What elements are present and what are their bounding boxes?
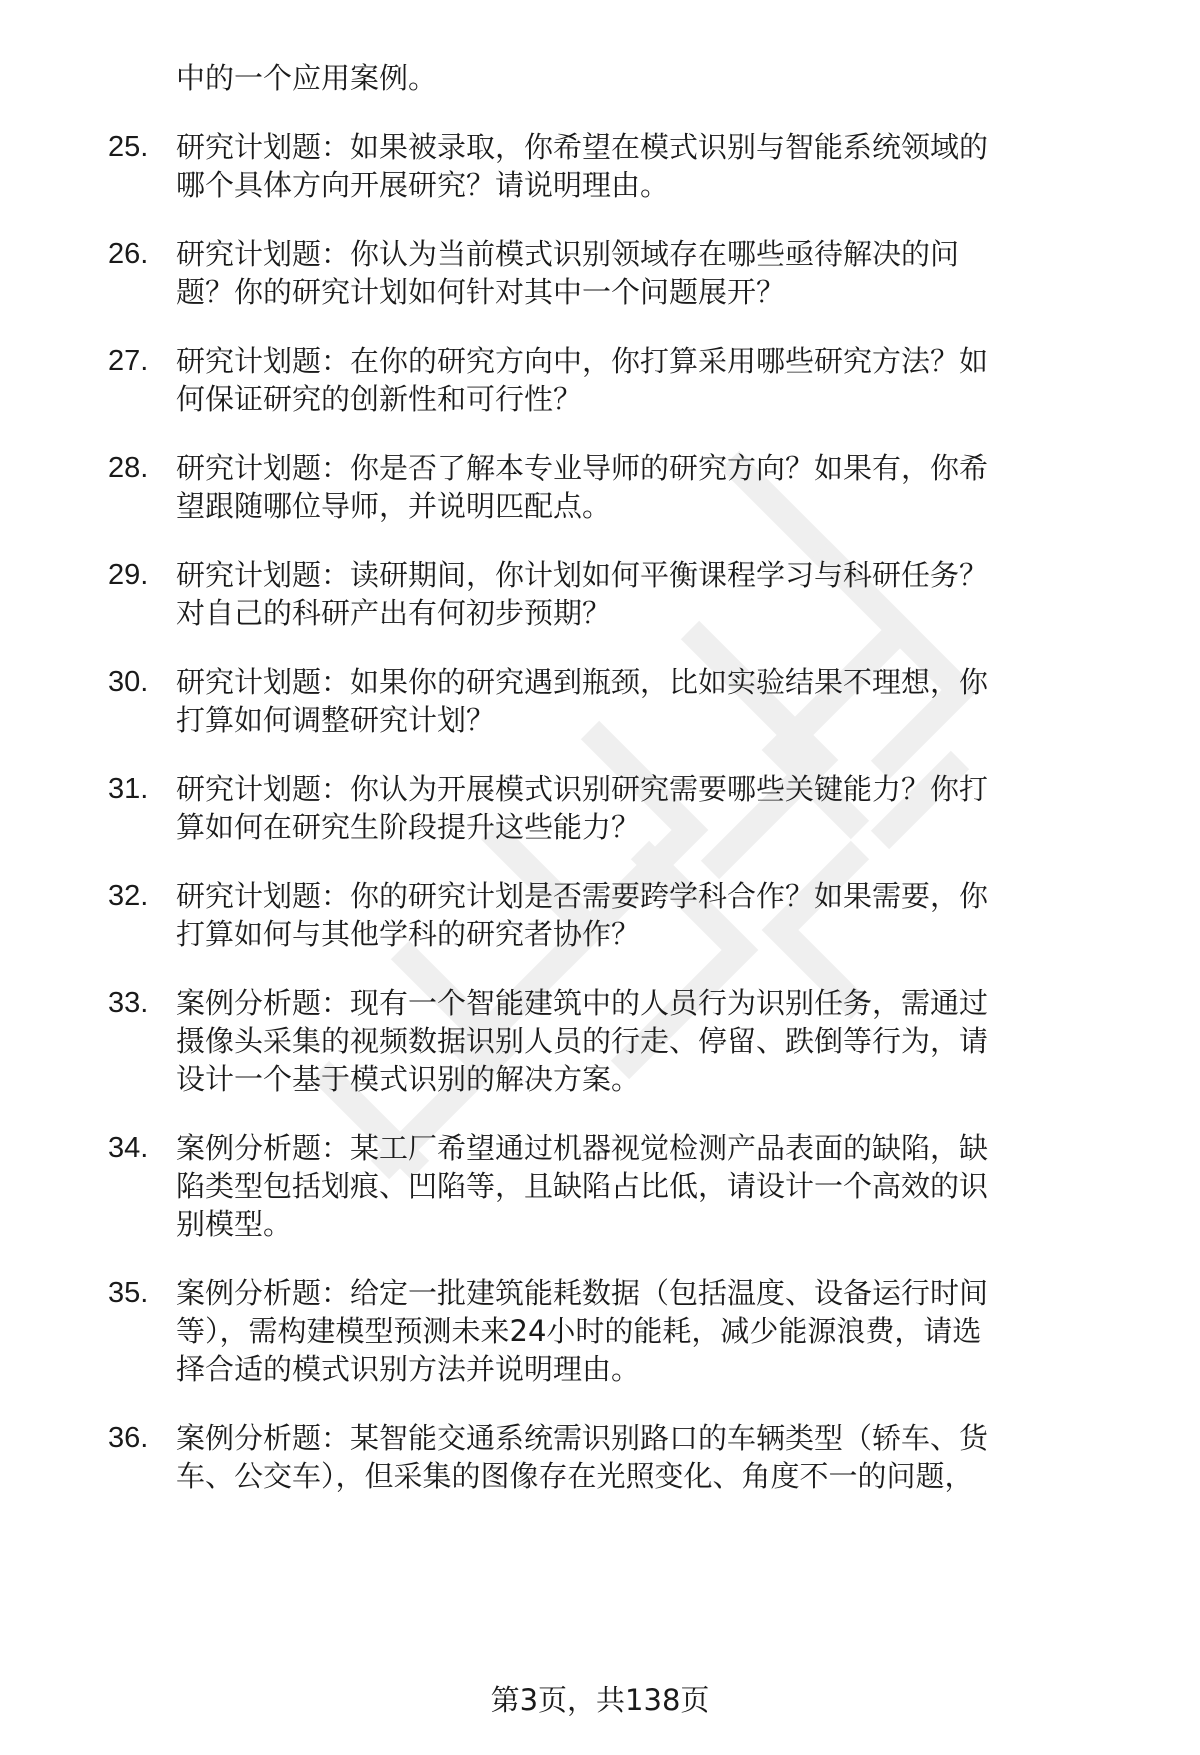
question-number: 30. [108,666,149,698]
question-number: 29. [108,559,149,591]
question-number: 36. [108,1422,149,1454]
question-text-line: 车、公交车），但采集的图像存在光照变化、角度不一的问题， [176,1459,974,1493]
page-number-footer: 第3页，共138页 [490,1683,710,1717]
question-text-line: 研究计划题：你的研究计划是否需要跨学科合作？如果需要，你 [176,879,989,913]
question-text-line: 对自己的科研产出有何初步预期？ [176,596,612,630]
question-text-line: 研究计划题：你认为开展模式识别研究需要哪些关键能力？你打 [176,772,989,806]
question-text-line: 打算如何调整研究计划？ [176,703,496,737]
question-text-line: 摄像头采集的视频数据识别人员的行走、停留、跌倒等行为，请 [176,1024,989,1058]
question-text-line: 哪个具体方向开展研究？请说明理由。 [176,168,670,202]
question-text-line: 陷类型包括划痕、凹陷等，且缺陷占比低，请设计一个高效的识 [176,1169,989,1203]
question-text-line: 别模型。 [176,1207,293,1241]
question-text-line: 研究计划题：你认为当前模式识别领域存在哪些亟待解决的问 [176,237,960,271]
question-number: 25. [108,131,149,163]
question-text-line: 案例分析题：给定一批建筑能耗数据（包括温度、设备运行时间 [176,1276,989,1310]
question-text-line: 择合适的模式识别方法并说明理由。 [176,1352,641,1386]
question-number: 26. [108,238,149,270]
question-number: 27. [108,345,149,377]
question-number: 35. [108,1277,149,1309]
question-text-line: 算如何在研究生阶段提升这些能力？ [176,810,641,844]
question-number: 33. [108,987,149,1019]
question-text-line: 研究计划题：读研期间，你计划如何平衡课程学习与科研任务？ [176,558,989,592]
question-text-line: 研究计划题：如果被录取，你希望在模式识别与智能系统领域的 [176,130,989,164]
question-number: 28. [108,452,149,484]
question-text-line: 望跟随哪位导师，并说明匹配点。 [176,489,612,523]
question-number: 34. [108,1132,149,1164]
question-text-line: 案例分析题：某工厂希望通过机器视觉检测产品表面的缺陷，缺 [176,1131,989,1165]
question-text-line: 设计一个基于模式识别的解决方案。 [176,1062,641,1096]
question-text-line: 题？你的研究计划如何针对其中一个问题展开？ [176,275,786,309]
question-text-line: 研究计划题：如果你的研究遇到瓶颈，比如实验结果不理想，你 [176,665,989,699]
question-number: 32. [108,880,149,912]
question-text-line: 何保证研究的创新性和可行性？ [176,382,583,416]
question-text-line: 案例分析题：某智能交通系统需识别路口的车辆类型（轿车、货 [176,1421,989,1455]
question-text-line: 等），需构建模型预测未来24小时的能耗，减少能源浪费，请选 [176,1314,982,1348]
question-text-line: 研究计划题：在你的研究方向中，你打算采用哪些研究方法？如 [176,344,989,378]
question-text-line: 案例分析题：现有一个智能建筑中的人员行为识别任务，需通过 [176,986,989,1020]
continuation-text: 中的一个应用案例。 [176,61,438,95]
question-text-line: 研究计划题：你是否了解本专业导师的研究方向？如果有，你希 [176,451,989,485]
question-text-line: 打算如何与其他学科的研究者协作？ [176,917,641,951]
question-number: 31. [108,773,149,805]
